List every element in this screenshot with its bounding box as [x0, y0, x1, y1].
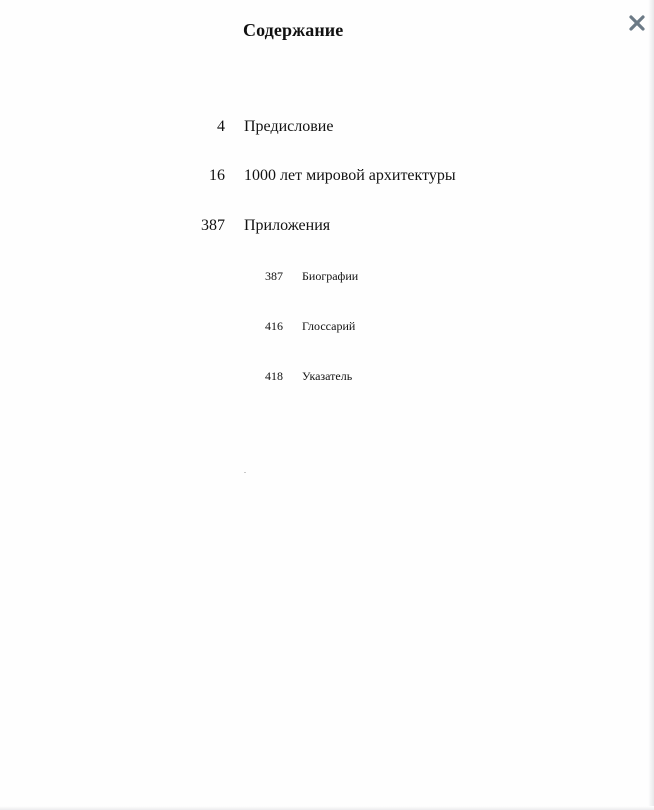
page-title: Содержание	[243, 20, 344, 40]
toc-entry-world-architecture	[0, 167, 654, 187]
toc-entry-title: Биографии	[302, 269, 359, 283]
toc-subentry-glossary	[0, 319, 654, 335]
close-button[interactable]	[622, 8, 652, 38]
toc-entry-title: 1000 лет мировой архитектуры	[244, 167, 456, 184]
scan-speck	[244, 472, 246, 473]
toc-page-number: 387	[265, 269, 283, 283]
toc-entry-preface	[0, 118, 654, 138]
toc-page-number: 416	[265, 319, 283, 333]
toc-subentry-biographies	[0, 269, 654, 285]
toc-entry-title: Предисловие	[244, 118, 334, 135]
toc-page-number: 387	[201, 217, 225, 234]
close-icon	[628, 14, 646, 32]
toc-entry-title: Глоссарий	[302, 319, 356, 333]
toc-entry-title: Указатель	[302, 369, 353, 383]
toc-subentry-index	[0, 369, 654, 385]
toc-entry-title: Приложения	[244, 217, 331, 234]
page-edge-bottom	[0, 806, 654, 810]
toc-entry-appendices	[0, 217, 654, 237]
toc-page-number: 418	[265, 369, 283, 383]
toc-page-number: 16	[209, 167, 225, 184]
toc-page-number: 4	[217, 118, 225, 135]
